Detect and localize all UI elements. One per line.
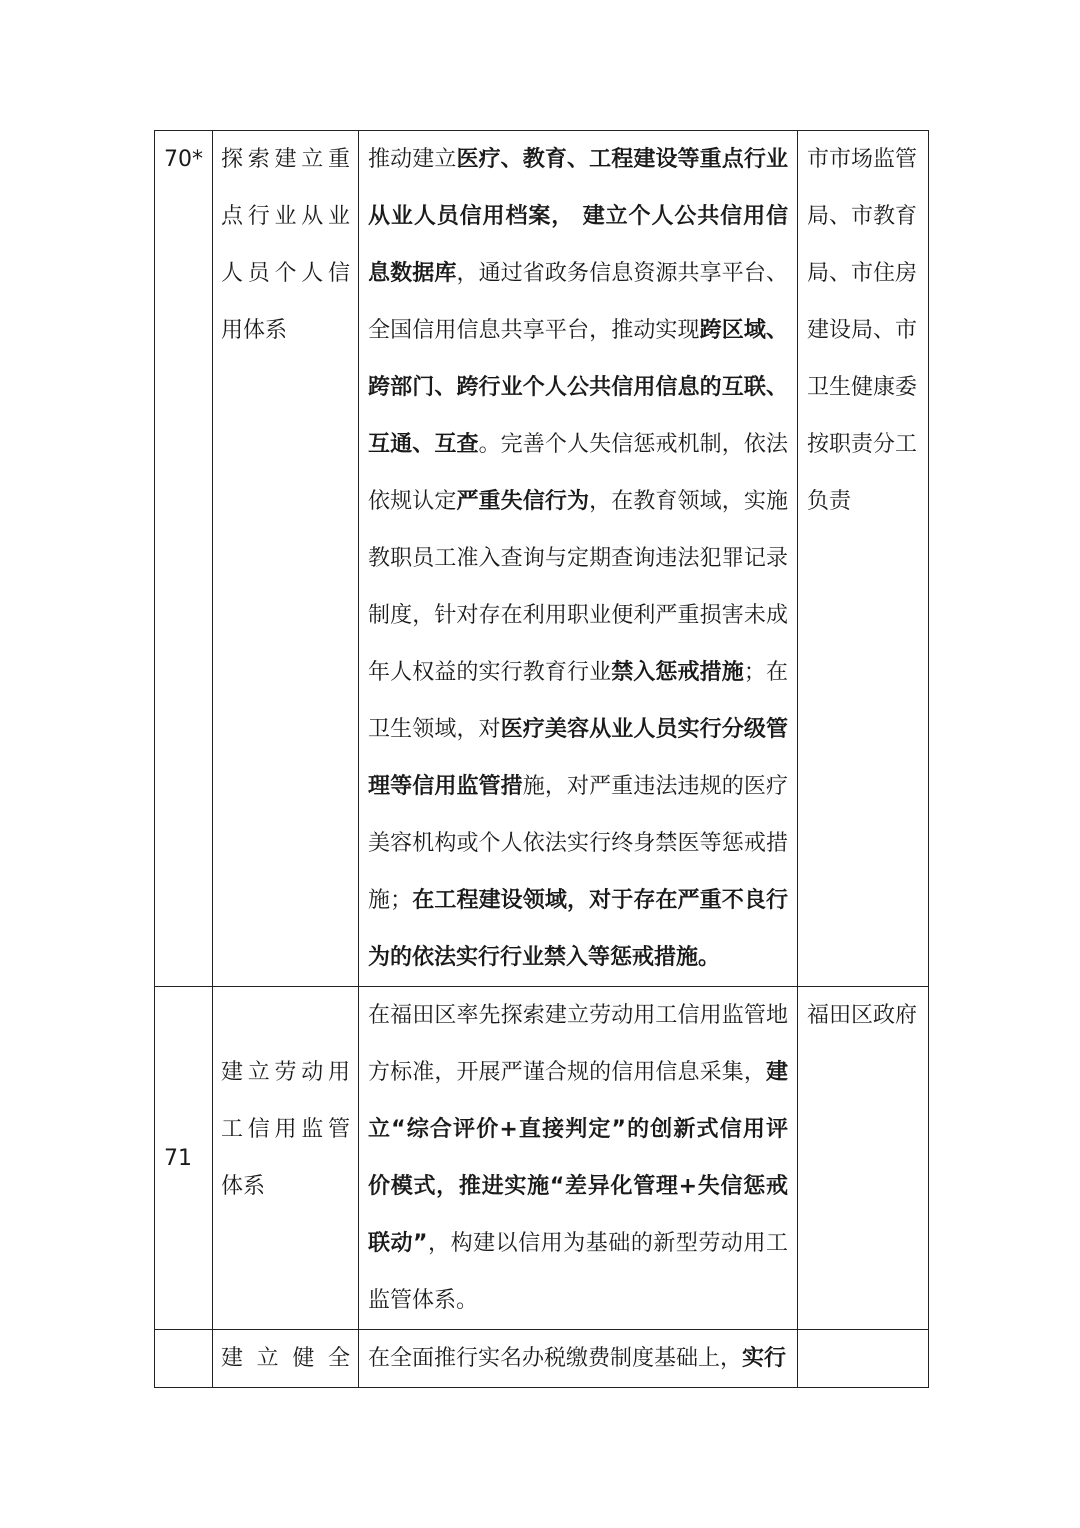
content-segment-bold: 严重失信行为 — [456, 489, 590, 514]
content-segment: 在全面推行实名办税缴费制度基础上， — [368, 1346, 743, 1371]
row-number — [155, 1330, 213, 1388]
task-title — [213, 131, 359, 987]
title-line: 探索建立重 — [221, 147, 350, 172]
content-segment: ；在卫生领域，对 — [368, 660, 788, 742]
content-segment-bold: 实行 — [742, 1346, 787, 1371]
content-segment-bold: 在工程建设领域，对于存在严重不良行为的依法实行行业禁入等惩戒措施。 — [368, 888, 788, 970]
content-segment: 。完善个人失信惩戒机制，依法依规认定 — [368, 432, 788, 514]
content-segment-bold: 禁入惩戒措施 — [611, 660, 744, 685]
table-row — [155, 1330, 929, 1388]
responsible-dept: 市市场监管局、市教育局、市住房建设局、市卫生健康委按职责分工负责 — [798, 131, 929, 987]
row-number: 71 — [155, 987, 213, 1330]
content-segment: ，通过省政务信息资源共享平台、全国信用信息共享平台，推动实现 — [368, 261, 788, 343]
content-segment-bold: 跨区域、跨部门、跨行业个人公共信用信息的互联、互通、互查 — [368, 318, 788, 457]
row-number: 70* — [155, 131, 213, 987]
title-line: 用体系 — [221, 318, 288, 343]
table-row — [155, 987, 929, 1330]
content-segment-bold: 医疗美容从业人员实行分级管理等信用监管措 — [368, 717, 788, 799]
task-content — [359, 987, 798, 1330]
task-content — [359, 1330, 798, 1388]
title-line: 点行业从业 — [221, 204, 350, 229]
responsible-dept: 福田区政府 — [798, 987, 929, 1330]
content-segment: 在福田区率先探索建立劳动用工信用监管地方标准，开展严谨合规的信用信息采集， — [368, 1003, 788, 1085]
content-segment: ，在教育领域，实施教职员工准入查询与定期查询违法犯罪记录制度，针对存在利用职业便利严重损害未成年人权益的实行教育行业 — [368, 489, 788, 685]
title-line: 人员个人信 — [221, 261, 350, 286]
title-line: 体系 — [221, 1174, 266, 1199]
content-segment: ，构建以信用为基础的新型劳动用工监管体系。 — [368, 1231, 788, 1313]
task-title — [213, 987, 359, 1330]
content-segment: 施，对严重违法违规的医疗美容机构或个人依法实行终身禁医等惩戒措施； — [368, 774, 788, 913]
content-segment-bold: 医疗、教育、工程建设等重点行业从业人员信用档案， 建立个人公共信用信息数据库 — [368, 147, 788, 286]
table-row — [155, 131, 929, 987]
content-segment: 推动建立 — [368, 147, 457, 172]
title-line: 建立健全 — [221, 1346, 350, 1371]
title-line: 建立劳动用 — [221, 1060, 350, 1085]
responsible-dept — [798, 1330, 929, 1388]
content-segment-bold: 建立“综合评价+直接判定”的创新式信用评价模式，推进实施“差异化管理+失信惩戒联动” — [368, 1060, 788, 1256]
policy-table — [154, 130, 929, 1388]
task-content — [359, 131, 798, 987]
task-title — [213, 1330, 359, 1388]
title-line: 工信用监管 — [221, 1117, 350, 1142]
